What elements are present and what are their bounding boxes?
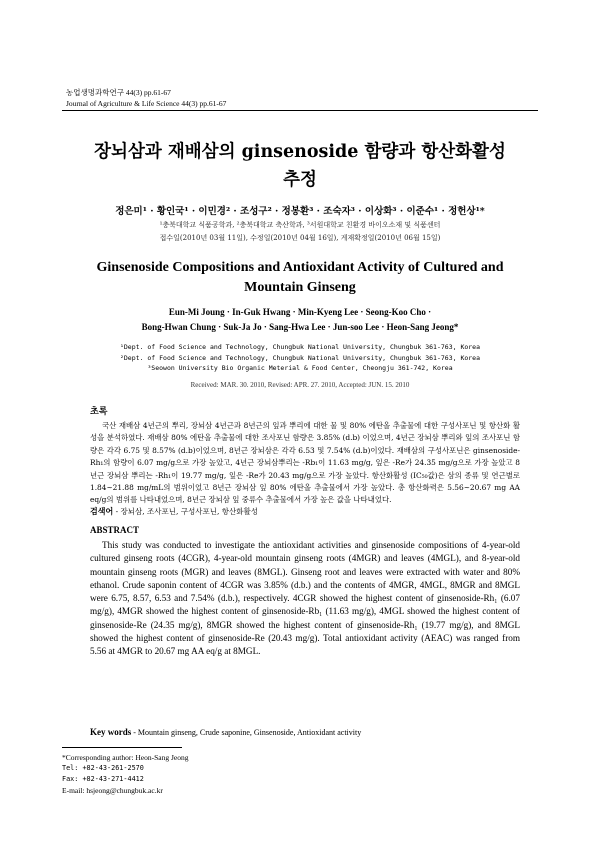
corresponding-author: *Corresponding author: Heon-Sang Jeong — [62, 753, 189, 762]
keywords-english-text: - Mountain ginseng, Crude saponine, Ginsenoside, Antioxidant activity — [133, 728, 362, 737]
title-korean-line2: 추정 — [283, 170, 317, 190]
authors-english-line1: Eun-Mi Joung · In-Guk Hwang · Min-Kyeng Lee · Seong-Koo Cho · — [168, 307, 432, 317]
journal-header — [66, 87, 226, 109]
dates-english: Received: MAR. 30. 2010, Revised: APR. 27. 2010, Accepted: JUN. 15. 2010 — [190, 381, 410, 389]
keywords-english — [90, 727, 361, 737]
keywords-english-label: Key words — [90, 727, 132, 737]
telephone: Tel: +82-43-261-2570 — [62, 764, 144, 772]
title-korean — [62, 138, 538, 194]
title-english — [62, 258, 538, 298]
header-rule — [62, 110, 538, 111]
email: E-mail: hsjeong@chungbuk.ac.kr — [62, 786, 163, 795]
title-english-line1: Ginsenoside Compositions and Antioxidant Activity of Cultured and — [96, 260, 504, 275]
footnote-rule — [62, 747, 182, 748]
affiliation-2: ²Dept. of Food Science and Technology, Chungbuk National University, Chungbuk 361-763, Korea — [119, 353, 481, 362]
abstract-korean-body: 국산 재배삼 4년근의 뿌리, 장뇌삼 4년근과 8년근의 잎과 뿌리에 대한 물 및 80% 에탄올 추출물에 대한 구성사포닌 및 항산화 활성을 분석하였다. 재배삼 80% 에탄올 추출물에 대한 조사포닌 함량은 3.85% (d.b) 이었으며, 4년근 장뇌삼 뿌리와 잎의 조사포닌 함량은 각각 6.75 및 8.57% (d.b)이었으며, 8년근 장뇌삼은 각각 6.53 및 7.54% (d.b)이었다. 재배삼의 구성사포닌은 ginsenoside-Rh₁의 함량이 6.07 mg/g으로 가장 높았고, 4년근 장뇌삼뿌리는 -Rb₁이 11.63 mg/g, 잎은 -Re가 24.35 mg/g으로 가장 높았고 8년근 장뇌삼 뿌리는 -Rh₁이 19.77 mg/g, 잎은 -Re가 20.43 mg/g으로 가장 높았다. 항산화활성 (IC₅₀값)은 삼의 종류 및 연근별로 1.84~21.88 mg/mL의 범위이었고 8년근 장뇌삼 잎 80% 에탄올 추출물에서 가장 높았다. 총 항산화력은 5.56~20.67 mg AA eq/g의 범위를 나타내었으며, 8년근 장뇌삼 잎 중류수 추출물에서 가장 높은 값을 나타내었다. — [90, 421, 520, 505]
affiliations-english — [62, 342, 538, 374]
abstract-english-heading: ABSTRACT — [90, 525, 140, 535]
title-korean-line1: 장뇌삼과 재배삼의 ginsenoside 함량과 항산화활성 — [94, 142, 506, 162]
affiliation-1: ¹Dept. of Food Science and Technology, Chungbuk National University, Chungbuk 361-763, Korea — [119, 343, 481, 351]
fax: Fax: +82-43-271-4412 — [62, 775, 144, 783]
abstract-korean-heading: 초록 — [90, 407, 108, 417]
footnote — [62, 752, 188, 796]
title-english-line2: Mountain Ginseng — [244, 280, 356, 295]
affiliation-3: ³Seowon University Bio Organic Meterial & Food Center, Cheongju 361-742, Korea — [147, 364, 453, 372]
keywords-korean — [90, 506, 258, 517]
journal-name-en: Journal of Agriculture & Life Science 44(3) pp.61-67 — [66, 99, 227, 108]
journal-name-ko: 농업생명과학연구 44(3) pp.61-67 — [66, 88, 171, 97]
keywords-korean-label: 검색어 — [90, 506, 114, 516]
keywords-korean-text: - 장뇌삼, 조사포닌, 구성사포닌, 항산화활성 — [115, 507, 258, 516]
abstract-english-body: This study was conducted to investigate the antioxidant activities and ginsenoside compositions of 4-year-old cultured ginseng roots (4CGR), 4-year-old mountain ginseng roots (4MGR) and leaves (4MGL), and 8-year-old mountain ginseng roots (MGR) and leaves (8MGL). Ginseng root and leaves were extracted with water and 80% ethanol. Crude saponin content of 4CGR was 3.85% (d.b.) and the contents of 4MGR, 4MGL, 8MGR and 8MGL were 6.75, 8.57, 6.53 and 7.54% (d.b.), respectively. 4CGR showed the highest content of ginsenoside-Rh₁ (6.07 mg/g), 4MGR showed the highest content of ginsenoside-Rb₁ (11.63 mg/g), 4MGL showed the highest content of ginsenoside-Re (24.35 mg/g), 8MGR showed the highest content of ginsenoside-Rh₁ (19.77 mg/g), and 8MGL showed the highest content of ginsenoside-Re (20.43 mg/g). Total antioxidant activity (AEAC) was ranged from 5.56 at 4MGR to 20.67 mg AA eq/g at 8MGL. — [90, 540, 520, 657]
authors-english — [62, 305, 538, 335]
affiliations-korean: ¹충북대학교 식품공학과, ²충북대학교 축산학과, ³서원대학교 친환경 바이오소재 및 식품센터 — [159, 221, 441, 229]
authors-korean: 정은미¹ · 황인국¹ · 이민경² · 조성구² · 정봉환³ · 조숙자³ · 이상화³ · 이준수¹ · 정헌상¹* — [115, 206, 485, 217]
authors-english-line2: Bong-Hwan Chung · Suk-Ja Jo · Sang-Hwa Lee · Jun-soo Lee · Heon-Sang Jeong* — [141, 322, 459, 332]
dates-korean: 접수일(2010년 03월 11일), 수정일(2010년 04월 16일), 게재확정일(2010년 06월 15일) — [159, 234, 441, 242]
